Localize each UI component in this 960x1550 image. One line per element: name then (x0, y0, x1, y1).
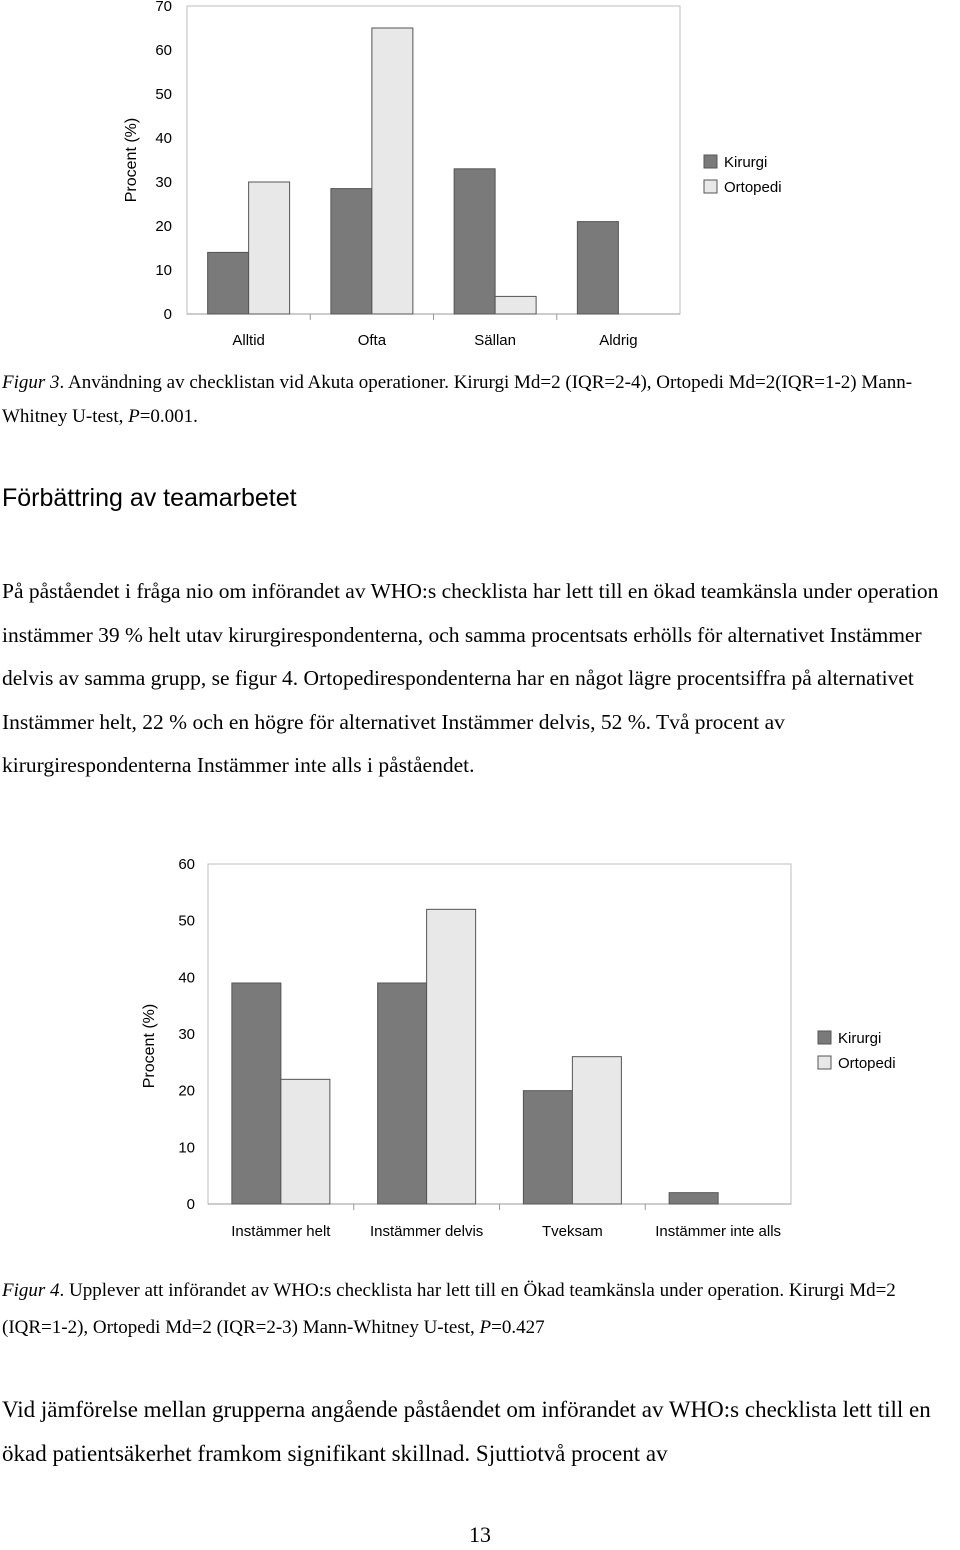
body-paragraph-2: Vid jämförelse mellan grupperna angående påståendet om införandet av WHO:s checklista lett till en ökad patientsäkerhet framkom signifikant skillnad. Sjuttiotvå procent av (2, 1397, 931, 1466)
y-tick-label: 60 (178, 856, 195, 873)
x-tick-label: Instämmer helt (231, 1223, 331, 1240)
x-tick-label: Instämmer delvis (369, 1223, 484, 1240)
legend-swatch-ortopedi (818, 1056, 831, 1069)
y-tick-label: 60 (155, 42, 172, 59)
y-axis-label: Procent (%) (123, 117, 140, 203)
bar-ortopedi-0 (281, 1079, 330, 1204)
bar-kirurgi-3 (577, 222, 618, 314)
y-tick-label: 30 (178, 1026, 195, 1043)
y-axis-label: Procent (%) (141, 1003, 158, 1089)
legend-swatch-kirurgi (704, 155, 717, 168)
bar-kirurgi-2 (523, 1091, 572, 1204)
page-number: 13 (469, 1522, 491, 1547)
bar-kirurgi-0 (232, 983, 281, 1204)
y-tick-label: 40 (178, 969, 195, 987)
y-tick-label: 20 (155, 218, 172, 235)
figure-3-caption: Figur 3. Användning av checklistan vid Akuta operationer. Kirurgi Md=2 (IQR=2-4), Ortopedi Md=2(IQR=1-2) Mann-Whitney U-test, P=0.001. (2, 372, 913, 427)
x-tick-label: Sällan (474, 332, 516, 349)
figure-4-caption: Figur 4. Upplever att införandet av WHO:s checklista har lett till en Ökad teamkänsla under operation. Kirurgi Md=2 (IQR=1-2), Ortopedi Md=2 (IQR=2-3) Mann-Whitney U-test, P=0.427 (2, 1280, 896, 1338)
bar-ortopedi-1 (372, 28, 413, 314)
bar-kirurgi-2 (454, 169, 495, 314)
x-tick-label: Alltid (232, 332, 265, 349)
legend-label-kirurgi: Kirurgi (838, 1030, 882, 1047)
legend-label-ortopedi: Ortopedi (838, 1055, 896, 1072)
y-tick-label: 50 (155, 86, 172, 103)
legend-label-kirurgi: Kirurgi (724, 154, 768, 171)
x-tick-label: Aldrig (599, 332, 638, 349)
y-tick-label: 10 (155, 262, 172, 279)
figure-4-chart (0, 850, 960, 1260)
bar-kirurgi-0 (208, 252, 249, 314)
bar-ortopedi-1 (427, 909, 476, 1204)
y-tick-label: 0 (163, 306, 172, 323)
y-tick-label: 20 (178, 1082, 195, 1100)
bar-kirurgi-3 (669, 1193, 718, 1204)
y-tick-label: 40 (155, 130, 172, 147)
legend-swatch-ortopedi (704, 180, 717, 193)
y-tick-label: 30 (155, 174, 172, 191)
bar-ortopedi-2 (572, 1057, 621, 1204)
legend-swatch-kirurgi (818, 1031, 831, 1044)
body-paragraph-1: På påståendet i fråga nio om införandet av WHO:s checklista har lett till en ökad teamkänsla under operation instämmer 39 % helt utav kirurgirespondenterna, och samma procentsats erhölls för alternativet Instämmer delvis av samma grupp, se figur 4. Ortopedirespondenterna har en något lägre procentsiffra på alternativet Instämmer helt, 22 % och en högre för alternativet Instämmer delvis, 52 %. Två procent av kirurgirespondenterna Instämmer inte alls i påståendet. (2, 579, 939, 777)
section-heading: Förbättring av teamarbetet (2, 484, 297, 512)
legend-label-ortopedi: Ortopedi (724, 179, 782, 196)
y-tick-label: 10 (178, 1139, 195, 1157)
y-tick-label: 50 (178, 912, 195, 930)
figure-3-chart (0, 0, 960, 360)
x-tick-label: Ofta (357, 332, 387, 349)
bar-ortopedi-0 (249, 182, 290, 314)
bar-kirurgi-1 (378, 983, 427, 1204)
y-tick-label: 70 (155, 0, 172, 15)
bar-ortopedi-2 (495, 296, 536, 314)
x-tick-label: Instämmer inte alls (655, 1223, 782, 1240)
x-tick-label: Tveksam (541, 1223, 603, 1240)
bar-kirurgi-1 (331, 189, 372, 314)
y-tick-label: 0 (186, 1196, 195, 1213)
